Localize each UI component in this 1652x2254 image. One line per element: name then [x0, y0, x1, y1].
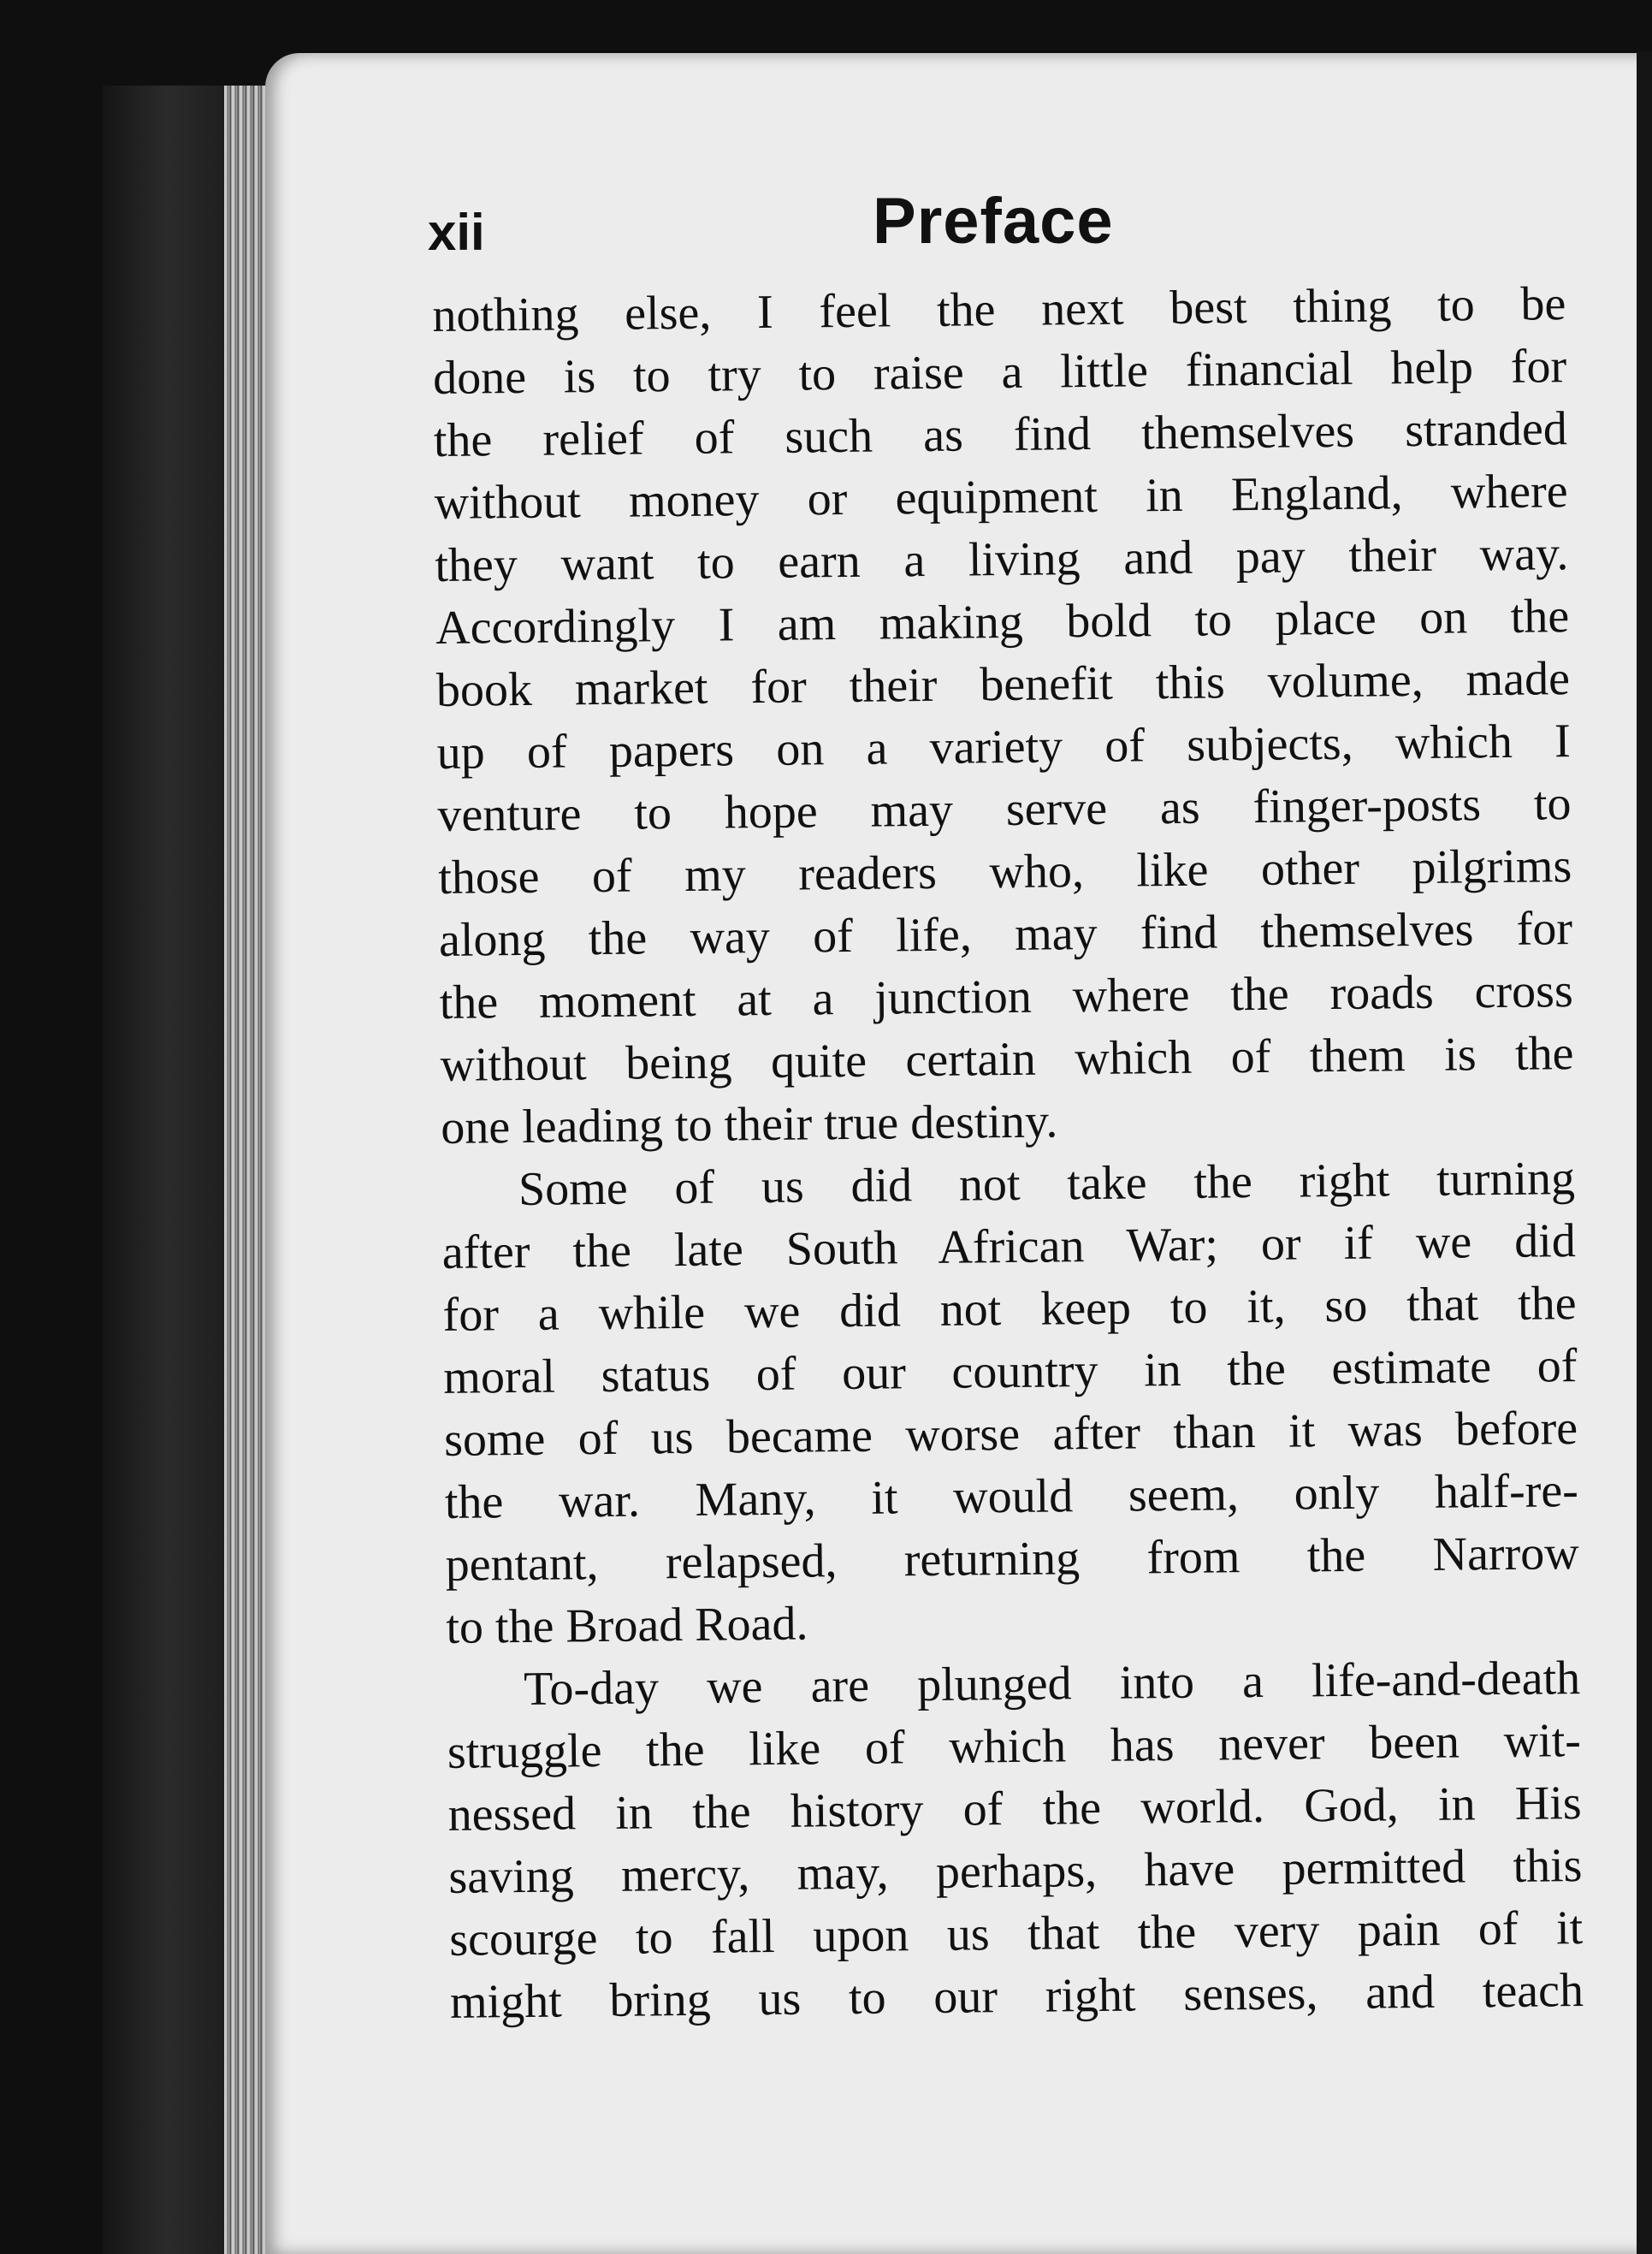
text-line: to the Broad Road. — [446, 1597, 808, 1654]
scan-border — [1637, 51, 1652, 2254]
text-line: Accordingly I am making bold to place on the — [435, 590, 1570, 655]
text-line: venture to hope may serve as finger-posts to — [437, 777, 1572, 842]
text-line: pentant, relapsed, returning from the Narrow — [445, 1527, 1579, 1592]
text-line: after the late South African War; or if we did — [441, 1214, 1577, 1279]
text-line: the moment at a junction where the roads cross — [439, 964, 1574, 1029]
text-line: some of us became worse after than it was before — [443, 1402, 1578, 1467]
text-line: without being quite certain which of them is the — [440, 1027, 1574, 1092]
text-line: moral status of our country in the estimate of — [443, 1339, 1578, 1404]
text-line: the war. Many, it would seem, only half-re- — [444, 1464, 1579, 1529]
text-line: nessed in the history of the world. God, in His — [447, 1777, 1582, 1842]
text-line: without money or equipment in England, where — [434, 465, 1568, 530]
page-header — [428, 184, 1557, 270]
page-number: xii — [428, 204, 485, 261]
text-line: struggle the like of which has never been wit- — [447, 1714, 1582, 1779]
running-head: Preface — [873, 185, 1114, 258]
text-line: scourge to fall upon us that the very pain of it — [448, 1901, 1584, 1966]
text-line: done is to try to raise a little financial help for — [432, 340, 1567, 405]
text-line: nothing else, I feel the next best thing to be — [432, 277, 1566, 342]
text-line: along the way of life, may find themselves for — [438, 902, 1573, 967]
text-line: might bring us to our right senses, and teach — [449, 1964, 1584, 2029]
text-line: for a while we did not keep to it, so that the — [442, 1277, 1577, 1342]
text-line: To-day we are plunged into a life-and-death — [523, 1652, 1581, 1716]
text-line: one leading to their true destiny. — [440, 1094, 1058, 1154]
body-text — [432, 273, 1584, 2034]
text-line: Some of us did not take the right turning — [518, 1152, 1576, 1216]
text-line: the relief of such as find themselves stranded — [433, 402, 1568, 467]
text-line: saving mercy, may, perhaps, have permitted this — [448, 1839, 1583, 1904]
text-line: those of my readers who, like other pilgrims — [437, 839, 1572, 905]
text-line: they want to earn a living and pay their way. — [435, 527, 1569, 592]
text-line: up of papers on a variety of subjects, which I — [436, 715, 1571, 780]
text-line: book market for their benefit this volume, made — [435, 652, 1571, 717]
